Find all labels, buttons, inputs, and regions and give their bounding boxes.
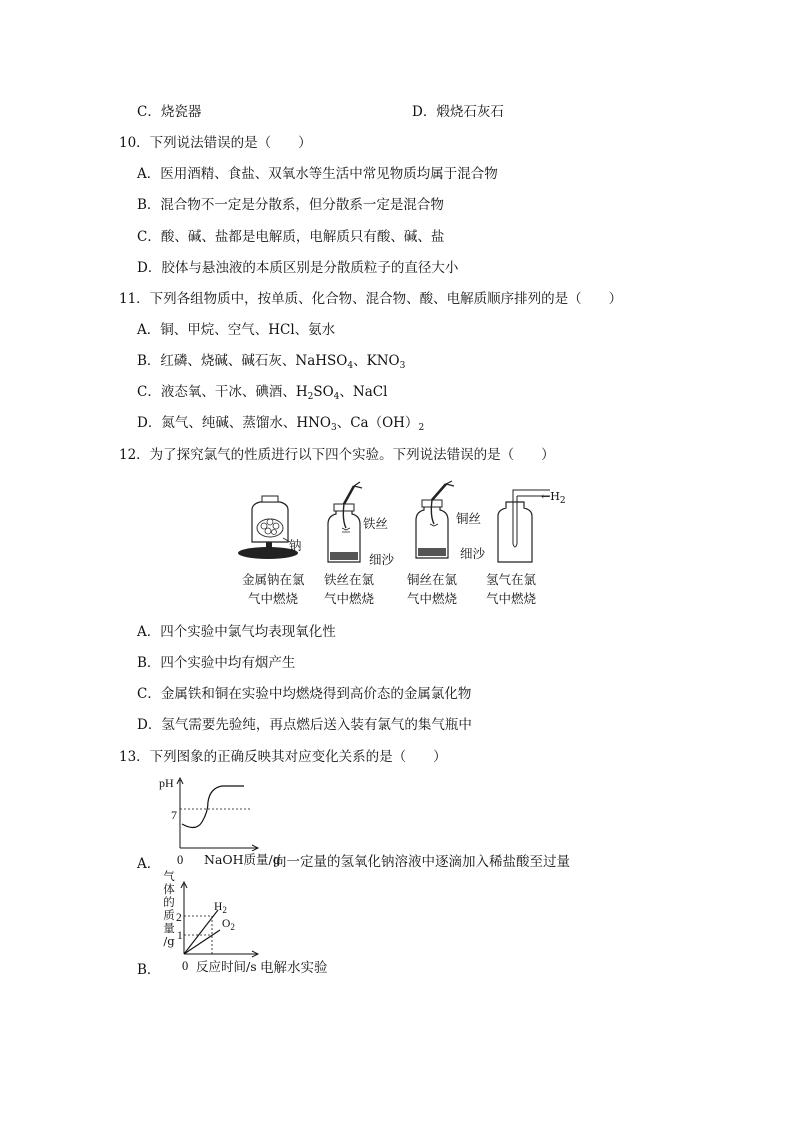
q10-stem: 10．下列说法错误的是（ ）	[119, 135, 312, 151]
q9-option-c: C．烧瓷器	[137, 104, 202, 120]
q12-option-a: A．四个实验中氯气均表现氧化性	[137, 624, 336, 640]
label-sodium: 钠	[289, 538, 302, 553]
caption-sodium-l2: 气中燃烧	[248, 591, 299, 606]
graph-b-origin: 0	[182, 959, 189, 973]
label-iron-wire: 铁丝	[363, 516, 389, 531]
label-copper-wire: 铜丝	[456, 511, 482, 526]
graph-a-xlabel: NaOH质量/g	[204, 852, 281, 867]
q13-option-a-desc: 向一定量的氢氧化钠溶液中逐滴加入稀盐酸至过量	[273, 854, 570, 870]
q13-option-a-label: A．	[137, 856, 161, 872]
graph-b-h2-label: $H_2$	[214, 901, 227, 915]
q10-option-d: D．胶体与悬浊液的本质区别是分散质粒子的直径大小	[137, 260, 459, 276]
q13-option-b-label: B．	[137, 962, 161, 978]
q11-option-b: B．红磷、烧碱、碱石灰、NaHSO$_4$、$KNO_3$	[137, 353, 406, 371]
graph-b-tick-2: 2	[176, 912, 182, 924]
q11-option-a: A．铜、甲烷、空气、HCl、氨水	[137, 322, 336, 338]
caption-iron-l2: 气中燃烧	[324, 591, 375, 606]
chlorine-experiments-figure	[230, 480, 560, 570]
q11-option-c: C．液态氧、干冰、碘酒、$H_2SO_4$、NaCl	[137, 384, 388, 402]
q10-option-a: A．医用酒精、食盐、双氧水等生活中常见物质均属于混合物	[137, 166, 498, 182]
q10-option-b: B．混合物不一定是分散系，但分散系一定是混合物	[137, 197, 444, 213]
caption-copper-l2: 气中燃烧	[407, 591, 458, 606]
caption-iron-l1: 铁丝在氯	[324, 572, 375, 587]
caption-sodium-l1: 金属钠在氯	[242, 572, 305, 587]
q9-option-d: D．煅烧石灰石	[412, 104, 504, 120]
q11-option-d: D．氮气、纯碱、蒸馏水、$HNO_3$、$Ca(OH)_2$	[137, 415, 425, 433]
graph-b-o2-label: $O_2$	[222, 918, 235, 932]
caption-hydrogen-l1: 氢气在氯	[486, 572, 537, 587]
label-h2: $\leftarrow H_2$	[541, 490, 566, 506]
copper-wire-experiment-apparatus	[416, 481, 454, 558]
caption-copper-l1: 铜丝在氯	[407, 572, 458, 587]
q12-option-b: B．四个实验中均有烟产生	[137, 655, 296, 671]
q13-stem: 13．下列图象的正确反映其对应变化关系的是（ ）	[119, 749, 447, 765]
graph-b-tick-1: 1	[177, 930, 183, 942]
label-fine-sand-2: 细沙	[460, 546, 486, 561]
graph-a-tick-7: 7	[171, 808, 177, 822]
q12-option-d: D．氢气需要先验纯，再点燃后送入装有氯气的集气瓶中	[137, 717, 472, 733]
label-fine-sand-1: 细沙	[369, 552, 395, 567]
graph-b-xlabel: 反应时间/s	[196, 959, 257, 974]
q11-stem: 11．下列各组物质中，按单质、化合物、混合物、酸、电解质顺序排列的是（ ）	[119, 291, 623, 307]
graph-b-ylabel: 气 体 的 质 量 /g	[163, 869, 175, 948]
graph-a-ylabel: pH	[159, 776, 174, 790]
caption-hydrogen-l2: 气中燃烧	[486, 591, 537, 606]
q12-stem: 12．为了探究氯气的性质进行以下四个实验。下列说法错误的是（ ）	[119, 447, 555, 463]
q13-option-b-desc: 电解水实验	[260, 960, 328, 976]
ph-curve-graph	[172, 776, 262, 851]
graph-a-origin: 0	[177, 853, 184, 867]
q10-option-c: C．酸、碱、盐都是电解质，电解质只有酸、碱、盐	[137, 229, 445, 245]
q12-option-c: C．金属铁和铜在实验中均燃烧得到高价态的金属氯化物	[137, 686, 472, 702]
iron-wire-experiment-apparatus	[328, 482, 362, 562]
